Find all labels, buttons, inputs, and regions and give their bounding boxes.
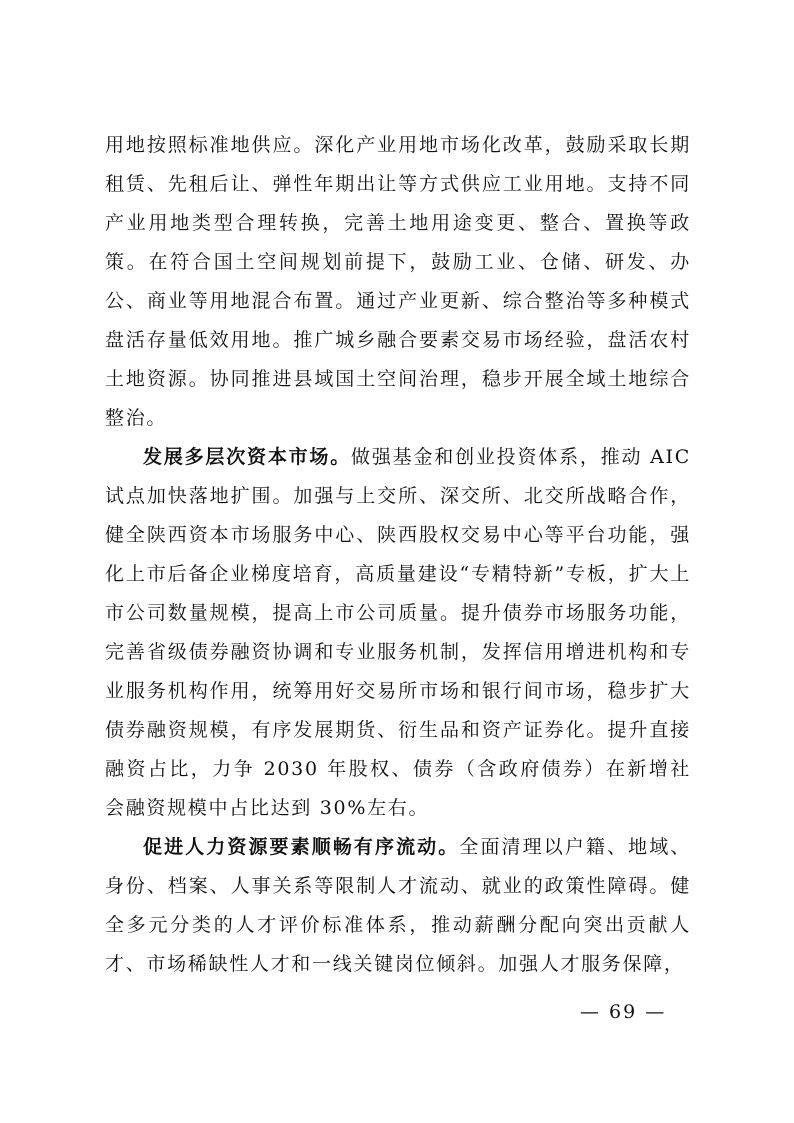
paragraph-human-resources [105, 828, 691, 984]
paragraph-capital-market-heading: 发展多层次资本市场。 [143, 446, 352, 468]
paragraph-land-supply: 用地按照标准地供应。深化产业用地市场化改革，鼓励采取长期租赁、先租后让、弹性年期出让等方式供应工业用地。支持不同产业用地类型合理转换，完善土地用途变更、整合、置换等政策。在符合国土空间规划前提下，鼓励工业、仓储、研发、办公、商业等用地混合布置。通过产业更新、综合整治等多种模式盘活存量低效用地。推广城乡融合要素交易市场经验，盘活农村土地资源。协同推进县域国土空间治理，稳步开展全域土地综合整治。 [105, 134, 691, 429]
paragraph-capital-market-body: 做强基金和创业投资体系，推动 AIC 试点加快落地扩围。加强与上交所、深交所、北交所战略合作，健全陕西资本市场服务中心、陕西股权交易中心等平台功能，强化上市后备企业梯度培育，高质量建设“专精特新”专板，扩大上市公司数量规模，提高上市公司质量。提升债券市场服务功能，完善省级债券融资协调和专业服务机制，发挥信用增进机构和专业服务机构作用，统筹用好交易所市场和银行间市场，稳步扩大债券融资规模，有序发展期货、衍生品和资产证券化。提升直接融资占比，力争 2030 年股权、债券（含政府债券）在新增社会融资规模中占比达到 30%左右。 [105, 446, 691, 819]
page-number: — 69 — [580, 1001, 667, 1023]
paragraph-human-resources-heading: 促进人力资源要素顺畅有序流动。 [143, 836, 460, 858]
body-text [105, 126, 691, 984]
paragraph-human-resources-body: 全面清理以户籍、地域、身份、档案、人事关系等限制人才流动、就业的政策性障碍。健全多元分类的人才评价标准体系，推动薪酬分配向突出贡献人才、市场稀缺性人才和一线关键岗位倾斜。加强人才服务保障， [105, 836, 691, 975]
paragraph-capital-market [105, 438, 691, 828]
